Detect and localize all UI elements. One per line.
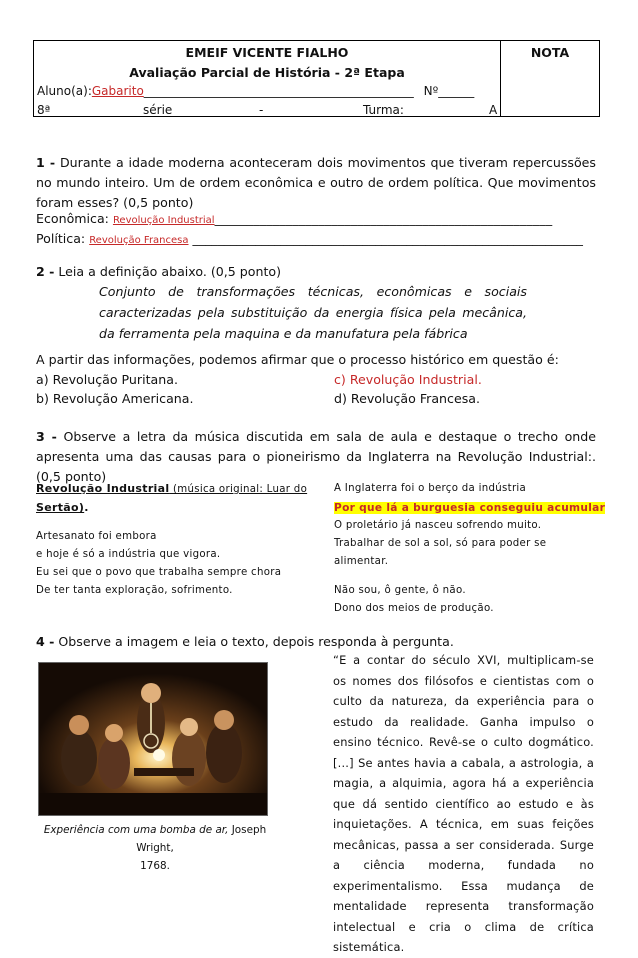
caption-title: Experiência com uma bomba de ar, (43, 824, 229, 836)
song-note-line (36, 499, 89, 518)
highlighted-answer: Por que lá a burguesia conseguiu acumular (334, 502, 606, 514)
caption-year: 1768. (140, 860, 170, 872)
lyric-right-highlight (334, 499, 605, 518)
q2-definition-quote: Conjunto de transformações técnicas, econômicas e sociais caracterizadas pela substituição da energia física pela mecânica, da ferramenta pela maquina e da manufatura pela fábrica (99, 284, 527, 341)
q1-number: 1 - (36, 155, 56, 170)
politica-answer: Revolução Francesa (89, 235, 189, 246)
lyric-right-2: O proletário já nasceu sofrendo muito. (334, 520, 542, 531)
question-4 (36, 632, 596, 652)
q2-prompt: A partir das informações, podemos afirmar que o processo histórico em questão é: (36, 352, 559, 367)
lyric-right-6: Dono dos meios de produção. (334, 603, 494, 614)
nota-label: NOTA (530, 45, 570, 60)
q3-text: Observe a letra da música discutida em sala de aula e destaque o trecho onde apresenta uma das causas para o pioneirismo da Inglaterra na Revolução Industrial:. (0,5 ponto) (36, 429, 597, 484)
lyric-left-2: e hoje é só a indústria que vigora. (36, 549, 221, 560)
aluno-value: Gabarito (91, 84, 144, 98)
song-note: (música original: Luar do (169, 484, 308, 495)
q2-option-b: b) Revolução Americana. (36, 391, 194, 406)
header-box (33, 40, 600, 117)
caption-author: Joseph Wright, (136, 824, 267, 854)
q1-text: Durante a idade moderna aconteceram dois movimentos que tiveram repercussões no mundo inteiro. Um de ordem econômica e outro de ordem política. Que movimentos foram esses? (0,5 ponto) (36, 155, 596, 210)
lyric-right-3: Trabalhar de sol a sol, só para poder se (334, 538, 547, 549)
q1-economica-line (36, 209, 552, 231)
serie-prefix: 8ª (37, 103, 51, 116)
q1-politica-line (36, 229, 583, 251)
song-note-2: Sertão) (36, 501, 85, 514)
question-3 (36, 427, 596, 487)
politica-label: Política: (36, 231, 90, 246)
economica-blank: ____________________________________________________ (214, 211, 553, 226)
q2-number: 2 - (36, 264, 55, 279)
q4-text: Observe a imagem e leia o texto, depois responda à pergunta. (58, 634, 454, 649)
question-1 (36, 153, 596, 213)
song-title-line (36, 480, 307, 499)
exam-subtitle: Avaliação Parcial de História - 2ª Etapa (129, 65, 405, 80)
q2-text: Leia a definição abaixo. (0,5 ponto) (58, 264, 282, 279)
lyric-right-1: A Inglaterra foi o berço da indústria (334, 483, 527, 494)
serie-dash: - (259, 103, 264, 116)
q4-passage: “E a contar do século XVI, multiplicam-se os nomes dos filósofos e cientistas com o culto da natureza, da experiência para o estudo da realidade. Ganha impulso o ensino técnico. Revê-se o culto dogmático. [...] Se antes havia a cabala, a astrologia, a magia, a alquimia, agora há a experiência que dá sentido científico ao estudo e às inquietações. A técnica, em suas feições mecânicas, passa a ser considerada. Surge a ciência moderna, fundada no experimentalismo. Essa mudança de mentalidade representa transformação intelectual e cria o clima de crítica sistemática. (333, 653, 594, 954)
serie-line (37, 103, 497, 116)
q2-option-c: c) Revolução Industrial. (334, 372, 482, 387)
numero-label: Nº______ (423, 84, 475, 98)
politica-blank: ______________________________________________________________ (188, 231, 583, 246)
air-pump-painting-icon (39, 663, 267, 815)
painting-image (38, 662, 268, 816)
serie-label: série (143, 103, 173, 116)
aluno-line (37, 84, 474, 98)
q3-number: 3 - (36, 429, 57, 444)
song-title: Revolução Industrial (36, 482, 170, 495)
q2-option-d: d) Revolução Francesa. (334, 391, 480, 406)
painting-caption (30, 821, 280, 875)
aluno-blank: _____________________________________________ (143, 84, 414, 98)
q2-option-a: a) Revolução Puritana. (36, 372, 178, 387)
school-name: EMEIF VICENTE FIALHO (185, 45, 349, 60)
turma-value: A (489, 103, 498, 116)
economica-answer: Revolução Industrial (112, 215, 215, 226)
lyric-right-4: alimentar. (334, 556, 389, 567)
question-2 (36, 262, 596, 282)
economica-label: Econômica: (36, 211, 113, 226)
song-period: . (84, 501, 89, 514)
lyric-left-1: Artesanato foi embora (36, 531, 157, 542)
aluno-label: Aluno(a): (37, 84, 92, 98)
header-main-cell (34, 41, 501, 116)
q4-number: 4 - (36, 634, 55, 649)
lyric-left-3: Eu sei que o povo que trabalha sempre chora (36, 567, 282, 578)
lyric-left-4: De ter tanta exploração, sofrimento. (36, 585, 233, 596)
turma-label: Turma: (363, 103, 404, 116)
lyric-right-5: Não sou, ô gente, ô não. (334, 585, 466, 596)
